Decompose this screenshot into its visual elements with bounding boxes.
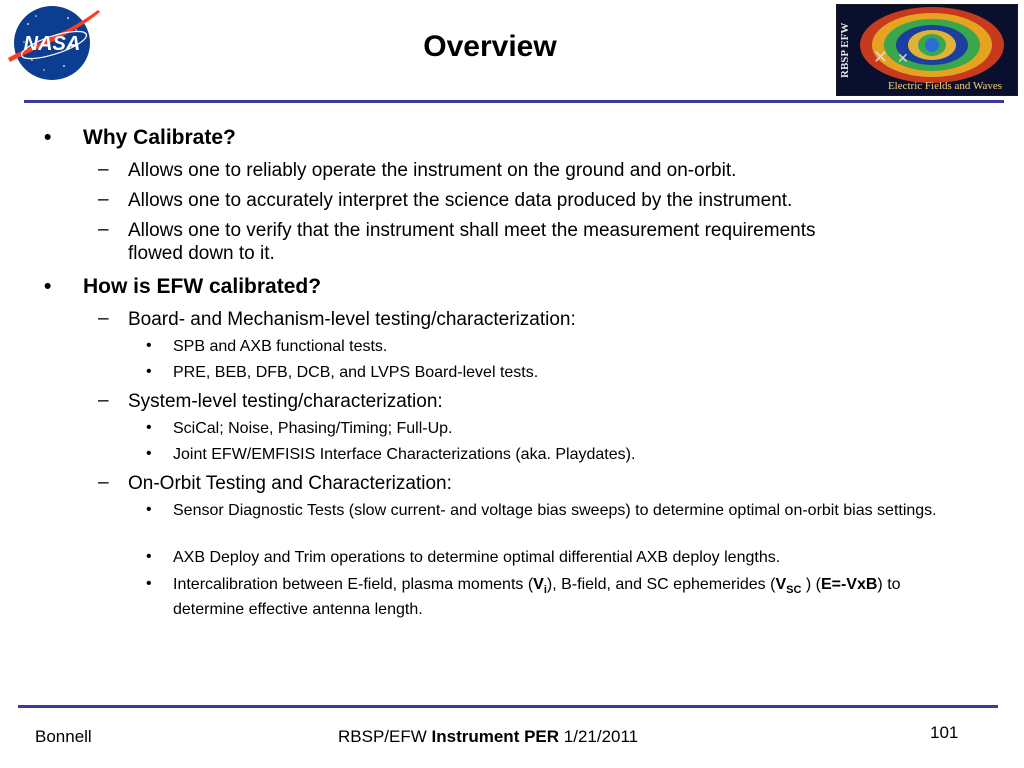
intercal-text-part4: ) to determine effective antenna length. bbox=[173, 576, 901, 619]
footer-center-prefix: RBSP/EFW bbox=[338, 727, 432, 746]
sub-sub-bullet-text: PRE, BEB, DFB, DCB, and LVPS Board-level tests. bbox=[173, 364, 539, 381]
sub-sub-bullet-text: SciCal; Noise, Phasing/Timing; Full-Up. bbox=[173, 420, 453, 437]
sub-bullet-text: Board- and Mechanism-level testing/characterization: bbox=[128, 309, 576, 330]
footer-divider bbox=[18, 705, 998, 708]
sub-bullet-text: Allows one to reliably operate the instrument on the ground and on-orbit. bbox=[128, 160, 737, 181]
dash-marker: – bbox=[98, 159, 109, 180]
dash-marker: – bbox=[98, 189, 109, 210]
dash-marker: – bbox=[98, 219, 109, 240]
bullet-marker: • bbox=[44, 275, 52, 298]
bullet-marker: • bbox=[146, 548, 152, 565]
bullet-text: Why Calibrate? bbox=[83, 126, 236, 149]
footer-center-suffix: 1/21/2011 bbox=[559, 727, 639, 746]
sub-bullet-text: On-Orbit Testing and Characterization: bbox=[128, 473, 452, 494]
sub-sub-bullet-text: SPB and AXB functional tests. bbox=[173, 338, 388, 355]
sub-sub-bullet-text bbox=[173, 575, 918, 620]
header-divider bbox=[24, 100, 1004, 103]
footer-center bbox=[338, 727, 638, 747]
bullet-text: How is EFW calibrated? bbox=[83, 275, 322, 298]
sub-sub-bullet-text: Sensor Diagnostic Tests (slow current- and voltage bias sweeps) to determine optimal on-orbit bias settings. bbox=[173, 502, 937, 519]
vi-subscript: i bbox=[543, 584, 547, 597]
vsc-symbol: V bbox=[775, 576, 787, 593]
bullet-marker: • bbox=[146, 419, 152, 436]
sub-bullet-text: Allows one to verify that the instrument shall meet the measurement requirements flowed down to it. bbox=[128, 220, 816, 264]
svg-text:✕: ✕ bbox=[897, 51, 909, 67]
intercal-text-part1: Intercalibration between E-field, plasma moments ( bbox=[173, 576, 534, 593]
bullet-marker: • bbox=[146, 501, 152, 518]
bullet-marker: • bbox=[146, 337, 152, 354]
sub-sub-bullet-text: Joint EFW/EMFISIS Interface Characterizations (aka. Playdates). bbox=[173, 446, 636, 463]
bullet-marker: • bbox=[146, 575, 152, 592]
bullet-marker: • bbox=[44, 126, 52, 149]
svg-text:✕: ✕ bbox=[873, 47, 889, 68]
intercal-text-part2: ), B-field, and SC ephemerides ( bbox=[546, 576, 776, 593]
vi-symbol: V bbox=[533, 576, 544, 593]
formula-text: E=-VxB bbox=[820, 576, 878, 593]
sub-bullet-text: Allows one to accurately interpret the science data produced by the instrument. bbox=[128, 190, 793, 211]
bullet-marker: • bbox=[146, 445, 152, 462]
intercal-text-part3: ) ( bbox=[801, 576, 821, 593]
sub-bullet-text: System-level testing/characterization: bbox=[128, 391, 443, 412]
footer-center-bold: Instrument PER bbox=[431, 727, 560, 746]
sub-sub-bullet-text: AXB Deploy and Trim operations to determine optimal differential AXB deploy lengths. bbox=[173, 549, 781, 566]
dash-marker: – bbox=[98, 390, 109, 411]
page-number: 101 bbox=[930, 723, 959, 742]
bullet-marker: • bbox=[146, 363, 152, 380]
slide-title: Overview bbox=[423, 30, 557, 63]
rbsp-efw-logo bbox=[836, 4, 1018, 96]
rbsp-logo-subtitle: Electric Fields and Waves bbox=[887, 80, 1003, 92]
dash-marker: – bbox=[98, 308, 109, 329]
footer-author: Bonnell bbox=[35, 727, 92, 746]
rbsp-logo-vertical-text: RBSP EFW bbox=[839, 22, 851, 78]
dash-marker: – bbox=[98, 472, 109, 493]
nasa-logo-wordmark: NASA bbox=[23, 33, 81, 55]
vsc-subscript: SC bbox=[786, 584, 802, 597]
